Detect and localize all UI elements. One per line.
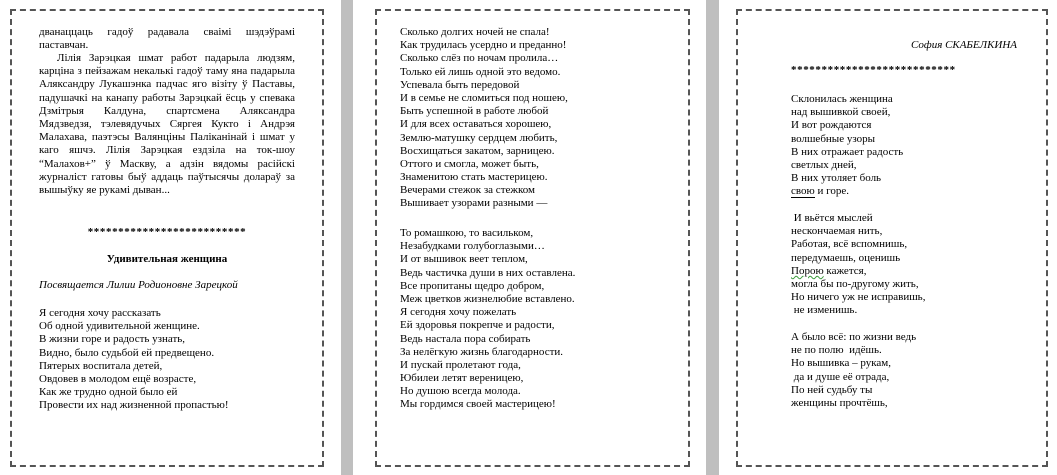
document-page-2 [353, 0, 706, 475]
poem-line: Сколько долгих ночей не спала! [400, 26, 550, 38]
poem-line: Вечерами стежок за стежком [400, 184, 536, 197]
poem-line: Ведь настала пора собирать [400, 332, 531, 345]
poem-stanza-2 [791, 212, 1041, 318]
poem-line: Вышивает узорами разными — [400, 197, 548, 210]
dedication: Посвящается Лилии Родионовне Зарецкой [39, 279, 238, 291]
poem-line: Провести их над жизненной пропастью! [39, 399, 229, 412]
poem-line-rest: и горе. [814, 185, 849, 198]
poem-line: В жизни горе и радость узнать, [39, 333, 186, 346]
poem-line: Я сегодня хочу пожелать [400, 306, 517, 319]
poem-line: Видно, было судьбой ей предвещено. [39, 346, 215, 359]
poem-line: Незабудками голубоглазыми… [400, 240, 545, 253]
stars-separator: *************************** [791, 64, 956, 76]
poem-line: Сколько слёз по ночам пролила… [400, 52, 559, 65]
poem-stanza-2 [400, 227, 670, 412]
poem-line: Склонилась женщина [791, 93, 893, 105]
poem-line: женщины прочтёшь, [791, 396, 888, 409]
poem-stanza-1 [400, 26, 670, 211]
document-page-1 [0, 0, 341, 475]
poem-line: Все пропитаны щедро добром, [400, 279, 545, 292]
poem-stanza [39, 307, 299, 413]
paragraph-continued [39, 26, 295, 52]
poem-line: Знаменитою стать мастерицею. [400, 171, 548, 184]
poem-line: Юбилеи летят вереницею, [400, 372, 524, 385]
poem-title: Удивительная женщина [106, 253, 228, 265]
poem-line-rest: кажется, [823, 264, 867, 277]
poem-line: И вьётся мыслей [791, 212, 873, 224]
poem-line: передумаешь, оценишь [791, 251, 901, 264]
poem-line: Меж цветков жизнелюбие вставлено. [400, 292, 575, 305]
poem-line: По ней судьбу ты [791, 383, 873, 396]
paragraph-text: дванаццаць гадоў радавала сваімі шэдэўрамі паставчан. [39, 26, 295, 52]
poem-line: И в семье не сломиться под ношею, [400, 91, 568, 104]
poem-line: Ведь частичка души в них оставлена. [400, 266, 576, 279]
paragraph-text: Лілія Зарэцкая шмат работ падарыла людзям, карціна з пейзажам некалькі гадоў таму яна падарыла Аляксандру Лукашэнка падчас яго візіту ў Паставы, падушачкі на канапу работы Зарэцкай ёсць у спевака Дзмітрыя Калдуна, спартсмена Аляксандра Мядзведзя, тэлевядучых Сяргея Кукто і Андрэя Малахава, паэтэсы Валянціны Паліканінай і шмат у каго яшчэ. Лілія Зарэцкая ездзіла на ток-шоу “Малахов+” ў Маскву, а адзін вядомы расійскі журналіст гатовы быў аддаць паўтысячы долараў за вышыўку яе рукамі дыван... [39, 52, 295, 197]
author-name: София СКАБЕЛКИНА [910, 39, 1017, 51]
poem-line: А было всё: по жизни ведь [791, 331, 917, 343]
poem-line: Ей здоровья покрепче и радости, [400, 319, 555, 332]
poem-line: светлых дней, [791, 158, 857, 171]
poem-line: Восхищаться закатом, зарницею. [400, 144, 555, 157]
poem-line: над вышивкой своей, [791, 106, 891, 119]
underlined-word: свою [791, 185, 815, 198]
poem-line [791, 185, 1041, 198]
document-page-3 [719, 0, 1057, 475]
poem-stanza-1 [791, 93, 1041, 199]
stars-separator: ************************** [87, 226, 247, 238]
poem-line: И пускай пролетают года, [400, 358, 521, 371]
poem-line: Быть успешной в работе любой [400, 105, 549, 118]
poem-line: Как трудилась усердно и преданно! [400, 39, 567, 52]
poem-line: могла бы по-другому жить, [791, 277, 919, 290]
poem-line: да и душе её отрада, [791, 370, 890, 383]
poem-line: не по полю идёшь. [791, 344, 882, 357]
poem-line: И от вышивок веет теплом, [400, 253, 528, 266]
spellcheck-flagged-word: Порою [791, 264, 824, 277]
poem-line: Оттого и смогла, может быть, [400, 157, 539, 170]
poem-line: нескончаемая нить, [791, 225, 883, 238]
poem-line: За нелёгкую жизнь благодарности. [400, 345, 564, 358]
page-gap-right [706, 0, 719, 475]
poem-line [791, 265, 1041, 278]
poem-line: Об одной удивительной женщине. [39, 320, 200, 333]
poem-line: Я сегодня хочу рассказать [39, 307, 161, 319]
poem-line: волшебные узоры [791, 132, 875, 145]
poem-line: Но душою всегда молода. [400, 385, 521, 398]
poem-line: Работая, всё вспомнишь, [791, 238, 908, 251]
poem-line: Успевала быть передовой [400, 78, 520, 91]
poem-line: Как же трудно одной было ей [39, 386, 178, 399]
poem-line: Овдовев в молодом ещё возрасте, [39, 372, 197, 385]
poem-line: Пятерых воспитала детей, [39, 359, 163, 372]
poem-line: В них отражает радость [791, 145, 904, 158]
poem-line: В них утоляет боль [791, 172, 882, 185]
poem-stanza-3 [791, 331, 1041, 410]
poem-line: Только ей лишь одной это ведомо. [400, 65, 561, 78]
poem-line: И для всех оставаться хорошею, [400, 118, 552, 131]
paragraph-zaretskaya [39, 52, 295, 197]
poem-line: Мы гордимся своей мастерицею! [400, 398, 556, 411]
poem-line: Но ничего уж не исправишь, [791, 291, 926, 304]
poem-line: Но вышивка – рукам, [791, 357, 892, 370]
poem-line: То ромашкою, то васильком, [400, 227, 534, 239]
poem-line: Землю-матушку сердцем любить, [400, 131, 558, 144]
poem-line: И вот рождаются [791, 119, 872, 132]
poem-line: не изменишь. [791, 304, 858, 317]
page-gap-left [341, 0, 353, 475]
